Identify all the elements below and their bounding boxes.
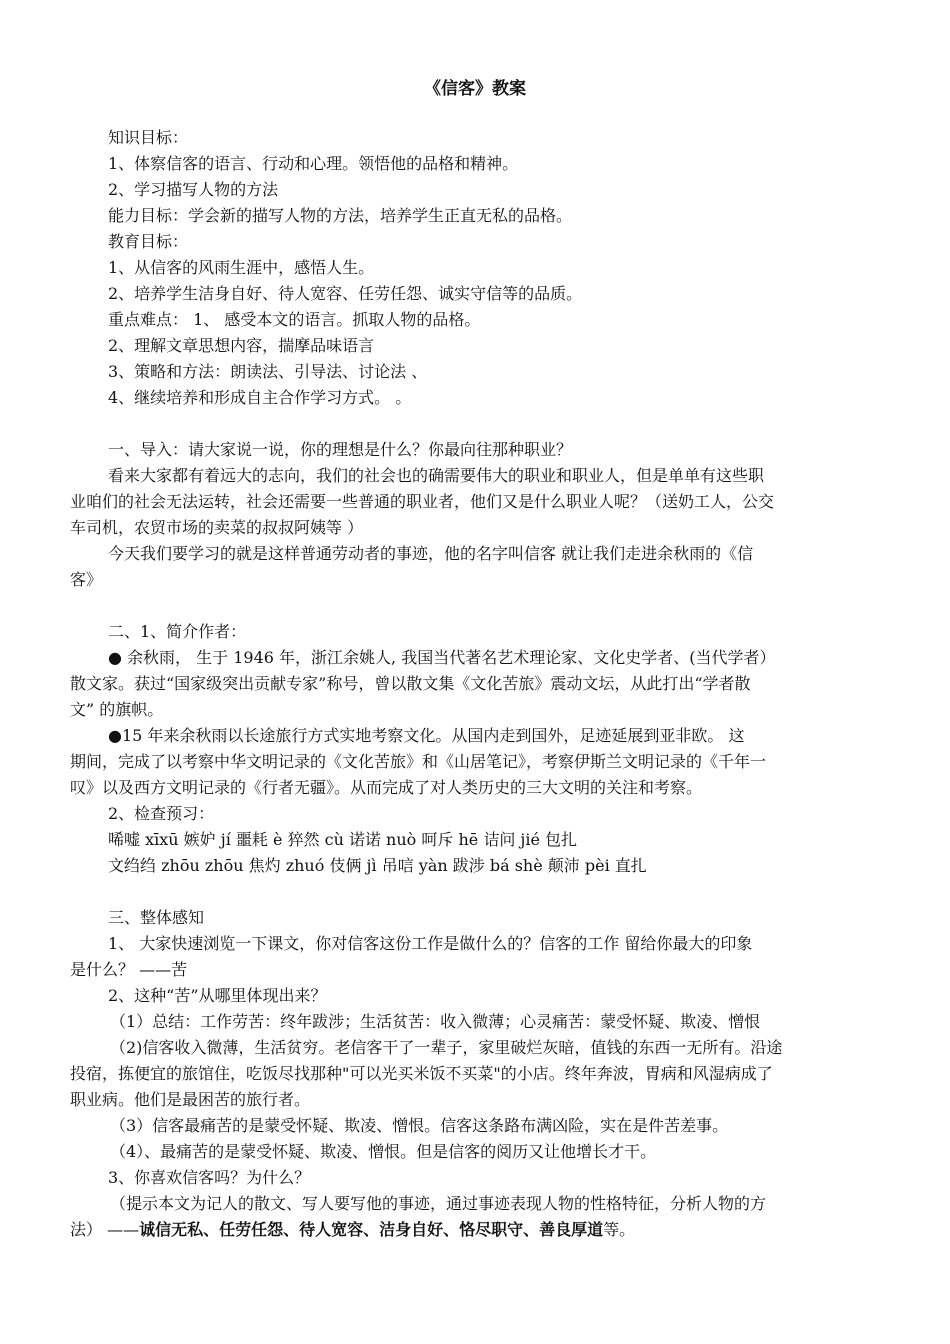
ability-objective: 能力目标：学会新的描写人物的方法，培养学生正直无私的品格。 [108,206,573,225]
preview-words-line-1: 唏嘘 xīxū 嫉妒 jí 噩耗 è 猝然 cù 诺诺 nuò 呵斥 hē 诘问 jié 包扎 [108,830,578,849]
hint-line-2-prefix: 法） —— [70,1220,140,1239]
answer-3: （3）信客最痛苦的是蒙受怀疑、欺凌、憎恨。信客这条路布满凶险，实在是件苦差事。 [110,1116,729,1135]
answer-2-line-1: （2)信客收入微薄，生活贫穷。老信客干了一辈子，家里破烂灰暗，值钱的东西一无所有。沿途 [110,1038,783,1057]
answer-4: （4）、最痛苦的是蒙受怀疑、欺凌、憎恨。但是信客的阅历又让他增长才干。 [110,1142,657,1161]
hint-line-2-suffix: 等。 [603,1220,636,1239]
question-1-line-2: 是什么？ ——苦 [70,960,188,979]
author-bullet-2-line-2: 期间，完成了以考察中华文明记录的《文化苦旅》和《山居笔记》，考察伊斯兰文明记录的《千年一 [70,752,767,771]
section-1-heading: 一、导入：请大家说一说，你的理想是什么？你最向往那种职业？ [108,440,573,459]
hint-line-2 [70,1220,882,1240]
key-point-2: 2、理解文章思想内容，揣摩品味语言 [108,336,375,355]
section-1-paragraph-1-line-3: 车司机，农贸市场的卖菜的叔叔阿姨等 ） [70,518,364,537]
answer-1: （1）总结：工作劳苦：终年跋涉；生活贫苦：收入微薄；心灵痛苦：蒙受怀疑、欺凌、憎恨 [110,1012,761,1031]
section-1-paragraph-2-line-2: 客》 [70,570,103,589]
question-3: 3、你喜欢信客吗？为什么？ [108,1168,311,1187]
key-point-3: 3、策略和方法：朗读法、引导法、讨论法 、 [108,362,428,381]
key-points: 重点难点： 1、 感受本文的语言。抓取人物的品格。 [108,310,481,329]
education-objectives-heading: 教育目标： [108,232,189,251]
knowledge-objective-2: 2、学习描写人物的方法 [108,180,279,199]
author-bullet-1-line-2: 散文家。获过“国家级突出贡献专家”称号，曾以散文集《文化苦旅》震动文坛，从此打出“学者散 [70,674,751,693]
question-2: 2、这种“苦”从哪里体现出来？ [108,986,327,1005]
answer-2-line-2: 投宿，拣便宜的旅馆住，吃饭尽找那种"可以光买米饭不买菜"的小店。终年奔波，胃病和风湿病成了 [70,1064,773,1083]
author-bullet-2-line-1: ●15 年来余秋雨以长途旅行方式实地考察文化。从国内走到国外，足迹延展到亚非欧。 这 [108,726,745,745]
preview-words-line-2: 文绉绉 zhōu zhōu 焦灼 zhuó 伎俩 jì 吊唁 yàn 跋涉 bá shè 颠沛 pèi 直扎 [108,856,647,875]
answer-2-line-3: 职业病。他们是最困苦的旅行者。 [70,1090,311,1109]
section-1-paragraph-2-line-1: 今天我们要学习的就是这样普通劳动者的事迹，他的名字叫信客 就让我们走进余秋雨的《信 [108,544,754,563]
education-objective-2: 2、培养学生洁身自好、待人宽容、任劳任怨、诚实守信等的品质。 [108,284,583,303]
question-1-line-1: 1、 大家快速浏览一下课文，你对信客这份工作是做什么的？信客的工作 留给你最大的印象 [108,934,753,953]
hint-line-1: （提示本文为记人的散文、写人要写他的事迹，通过事迹表现人物的性格特征，分析人物的方 [110,1194,767,1213]
author-bullet-1-line-3: 文” 的旗帜。 [70,700,164,719]
section-3-heading: 三、整体感知 [108,908,205,927]
preview-heading: 2、检查预习： [108,804,215,823]
author-bullet-2-line-3: 叹》以及西方文明记录的《行者无疆》。从而完成了对人类历史的三大文明的关注和考察。 [70,778,703,797]
author-bullet-1-line-1: ● 余秋雨， 生于 1946 年，浙江余姚人, 我国当代著名艺术理论家、文化史学者、(当代学者） [108,648,776,667]
document-title: 《信客》教案 [424,79,526,99]
education-objective-1: 1、从信客的风雨生涯中，感悟人生。 [108,258,375,277]
section-1-paragraph-1-line-1: 看来大家都有着远大的志向，我们的社会也的确需要伟大的职业和职业人，但是单单有这些职 [108,466,765,485]
key-point-4: 4、继续培养和形成自主合作学习方式。 。 [108,388,412,407]
knowledge-objectives-heading: 知识目标： [108,128,189,147]
character-traits: 诚信无私、任劳任怨、待人宽容、洁身自好、恪尽职守、善良厚道 [139,1220,604,1239]
knowledge-objective-1: 1、体察信客的语言、行动和心理。领悟他的品格和精神。 [108,154,519,173]
section-1-paragraph-1-line-2: 业咱们的社会无法运转，社会还需要一些普通的职业者，他们又是什么职业人呢？（送奶工人，公交 [70,492,775,511]
section-2-heading: 二、1、简介作者： [108,622,247,641]
